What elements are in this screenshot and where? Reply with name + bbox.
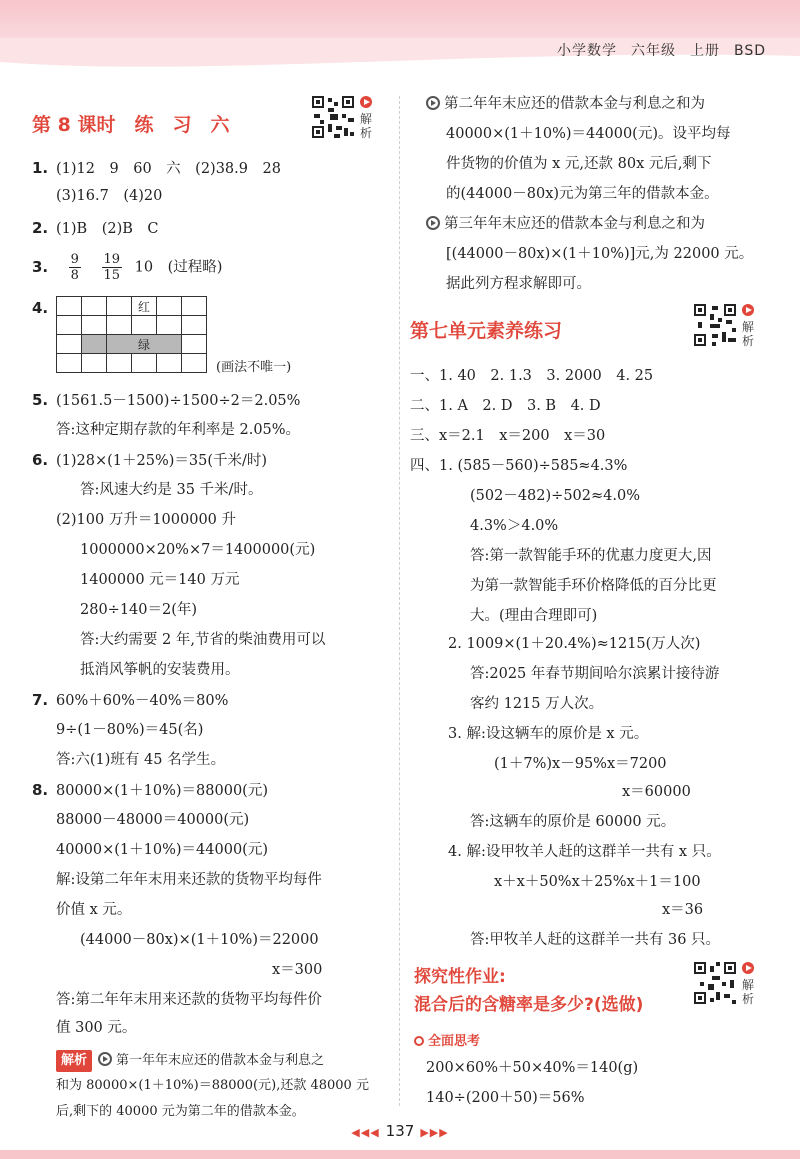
- qr-label: 解析: [741, 978, 754, 1006]
- think-heading: [414, 1030, 480, 1049]
- page-number: 137: [385, 1122, 415, 1140]
- unit-answer-7b: x＋x＋50%x＋25%x＋1＝100: [494, 874, 701, 890]
- item-number: 8.: [32, 781, 49, 799]
- unit-answer-4: 四、1. (585－560)÷585≈4.3%: [410, 458, 628, 474]
- answer-6c: (2)100 万升＝1000000 升: [56, 512, 237, 528]
- answer-text: 10 (过程略): [134, 259, 223, 276]
- header-volume: 上册: [689, 43, 720, 59]
- header-grade: 六年级: [630, 43, 676, 59]
- qr-code-icon[interactable]: [310, 94, 356, 140]
- unit-answer-4d: 答:第一款智能手环的优惠力度更大,因: [470, 548, 712, 564]
- answer-6d: 1000000×20%×7＝1400000(元): [80, 542, 316, 558]
- next-arrows-icon: ▶▶▶: [420, 1126, 449, 1139]
- explanation-cont-2: 40000×(1＋10%)＝44000(元)。设平均每: [446, 126, 731, 142]
- explanation-cont-7: 据此列方程求解即可。: [446, 276, 591, 292]
- explore-title-1: 探究性作业:: [414, 967, 506, 987]
- unit-answer-6c: x＝60000: [622, 784, 691, 800]
- header-subject: 小学数学: [556, 43, 617, 59]
- qr-label: 解析: [359, 112, 372, 140]
- answer-8f: (44000－80x)×(1＋10%)＝22000: [80, 932, 319, 948]
- explore-answer-1: 200×60%＋50×40%＝140(g): [426, 1060, 639, 1076]
- qr-label: 解析: [741, 320, 754, 348]
- explanation-cont-6: [(44000－80x)×(1＋10%)]元,为 22000 元。: [446, 246, 754, 262]
- unit-answer-7: 4. 解:设甲牧羊人赶的这群羊一共有 x 只。: [448, 844, 721, 860]
- item-number: 7.: [32, 691, 49, 709]
- explanation-text: 第一年年末应还的借款本金与利息之: [116, 1053, 325, 1068]
- lesson-title: 第 8 课时 练 习 六: [32, 114, 230, 136]
- answer-8c: 40000×(1＋10%)＝44000(元): [56, 842, 268, 858]
- explore-title-2: 混合后的含糖率是多少?(选做): [414, 995, 644, 1015]
- denominator: 8: [70, 268, 79, 283]
- play-icon: [742, 304, 754, 316]
- answer-text: 60%＋60%－40%＝80%: [56, 693, 229, 709]
- answer-8b: 88000－48000＝40000(元): [56, 812, 250, 828]
- prev-arrows-icon: ◀◀◀: [351, 1126, 380, 1139]
- grid-cell-red: 红: [132, 297, 157, 316]
- explanation-cont-4: 的(44000－80x)元为第三年的借款本金。: [446, 186, 719, 202]
- header-edition: BSD: [733, 43, 766, 59]
- unit-answer-4b: (502－482)÷502≈4.0%: [470, 488, 640, 504]
- explanation-3: 后,剩下的 40000 元为第二年的借款本金。: [56, 1104, 305, 1119]
- unit-title: 第七单元素养练习: [410, 320, 563, 342]
- unit-answer-5b: 答:2025 年春节期间哈尔滨累计接待游: [470, 666, 720, 682]
- denominator: 15: [103, 268, 121, 283]
- item-number: 1.: [32, 159, 49, 177]
- unit-answer-1: 一、1. 40 2. 1.3 3. 2000 4. 25: [410, 368, 654, 384]
- explanation-text: 第二年年末应还的借款本金与利息之和为: [444, 96, 705, 112]
- unit-answer-4f: 大。(理由合理即可): [470, 608, 598, 624]
- item-number: 4.: [32, 299, 49, 317]
- grid-diagram: [56, 296, 207, 373]
- explanation-cont-5: [426, 214, 705, 234]
- qr-code-icon[interactable]: [692, 960, 738, 1006]
- answer-4: [32, 298, 56, 319]
- item-number: 6.: [32, 451, 49, 469]
- answer-3: [32, 252, 222, 283]
- answer-8g: x＝300: [272, 962, 323, 978]
- unit-answer-7d: 答:甲牧羊人赶的这群羊一共有 36 只。: [470, 932, 721, 948]
- grid-cell-green: 绿: [107, 335, 182, 354]
- numerator: 19: [103, 252, 121, 267]
- answer-1b: (3)16.7 (4)20: [56, 188, 163, 204]
- answer-7c: 答:六(1)班有 45 名学生。: [56, 752, 226, 768]
- answer-5: [32, 390, 300, 411]
- column-divider: [399, 96, 400, 1106]
- answer-6h: 抵消风筝帆的安装费用。: [80, 662, 240, 678]
- answer-8: [32, 780, 268, 801]
- answer-text: (1561.5－1500)÷1500÷2＝2.05%: [56, 393, 301, 409]
- answer-8h: 答:第二年年末用来还款的货物平均每件价: [56, 992, 322, 1008]
- qr-code-icon[interactable]: [692, 302, 738, 348]
- drawing-note: (画法不唯一): [216, 360, 292, 375]
- item-number: 5.: [32, 391, 49, 409]
- answer-8e: 价值 x 元。: [56, 902, 132, 918]
- explanation-tag: 解析: [56, 1050, 92, 1072]
- bottom-band: [0, 1150, 800, 1159]
- explanation-cont-1: [426, 94, 705, 114]
- arrow-circle-icon: [426, 96, 440, 110]
- arrow-circle-icon: [98, 1052, 112, 1066]
- explore-answer-2: 140÷(200＋50)＝56%: [426, 1090, 585, 1106]
- answer-7: [32, 690, 228, 711]
- play-icon: [742, 962, 754, 974]
- play-icon: [360, 96, 372, 108]
- unit-answer-5c: 客约 1215 万人次。: [470, 696, 604, 712]
- explanation-2: 和为 80000×(1＋10%)＝88000(元),还款 48000 元: [56, 1078, 369, 1093]
- think-icon: [414, 1036, 424, 1046]
- answer-8i: 值 300 元。: [56, 1020, 137, 1036]
- unit-answer-7c: x＝36: [662, 902, 704, 918]
- answer-text: (1)28×(1＋25%)＝35(千米/时): [56, 453, 268, 469]
- answer-6e: 1400000 元＝140 万元: [80, 572, 240, 588]
- numerator: 9: [70, 252, 79, 267]
- fraction: [102, 252, 123, 283]
- answer-8d: 解:设第二年年末用来还款的货物平均每件: [56, 872, 322, 888]
- fraction: [69, 252, 81, 283]
- explanation-1: [56, 1050, 324, 1072]
- answer-6b: 答:风速大约是 35 千米/时。: [80, 482, 263, 498]
- item-number: 3.: [32, 257, 49, 276]
- unit-answer-3: 三、x＝2.1 x＝200 x＝30: [410, 428, 606, 444]
- arrow-circle-icon: [426, 216, 440, 230]
- page-header: [543, 40, 766, 60]
- unit-answer-5: 2. 1009×(1＋20.4%)≈1215(万人次): [448, 636, 701, 652]
- unit-answer-6d: 答:这辆车的原价是 60000 元。: [470, 814, 676, 830]
- unit-answer-4e: 为第一款智能手环价格降低的百分比更: [470, 578, 717, 594]
- answer-text: (1)12 9 60 六 (2)38.9 28: [56, 161, 281, 177]
- answer-6f: 280÷140＝2(年): [80, 602, 198, 618]
- answer-6g: 答:大约需要 2 年,节省的柴油费用可以: [80, 632, 326, 648]
- unit-answer-2: 二、1. A 2. D 3. B 4. D: [410, 398, 601, 414]
- answer-2: [32, 218, 158, 239]
- answer-text: 80000×(1＋10%)＝88000(元): [56, 783, 268, 799]
- answer-6: [32, 450, 267, 471]
- unit-answer-6b: (1＋7%)x－95%x＝7200: [494, 756, 667, 772]
- answer-5b: 答:这种定期存款的年利率是 2.05%。: [56, 422, 301, 438]
- unit-answer-4c: 4.3%＞4.0%: [470, 518, 559, 534]
- unit-answer-6: 3. 解:设这辆车的原价是 x 元。: [448, 726, 649, 742]
- think-text: 全面思考: [428, 1034, 481, 1049]
- answer-1: [32, 158, 281, 179]
- page-footer: [0, 1122, 800, 1140]
- answer-7b: 9÷(1－80%)＝45(名): [56, 722, 204, 738]
- item-number: 2.: [32, 219, 49, 237]
- explanation-cont-3: 件货物的价值为 x 元,还款 80x 元后,剩下: [446, 156, 712, 172]
- answer-text: (1)B (2)B C: [56, 221, 159, 237]
- explanation-text: 第三年年末应还的借款本金与利息之和为: [444, 216, 705, 232]
